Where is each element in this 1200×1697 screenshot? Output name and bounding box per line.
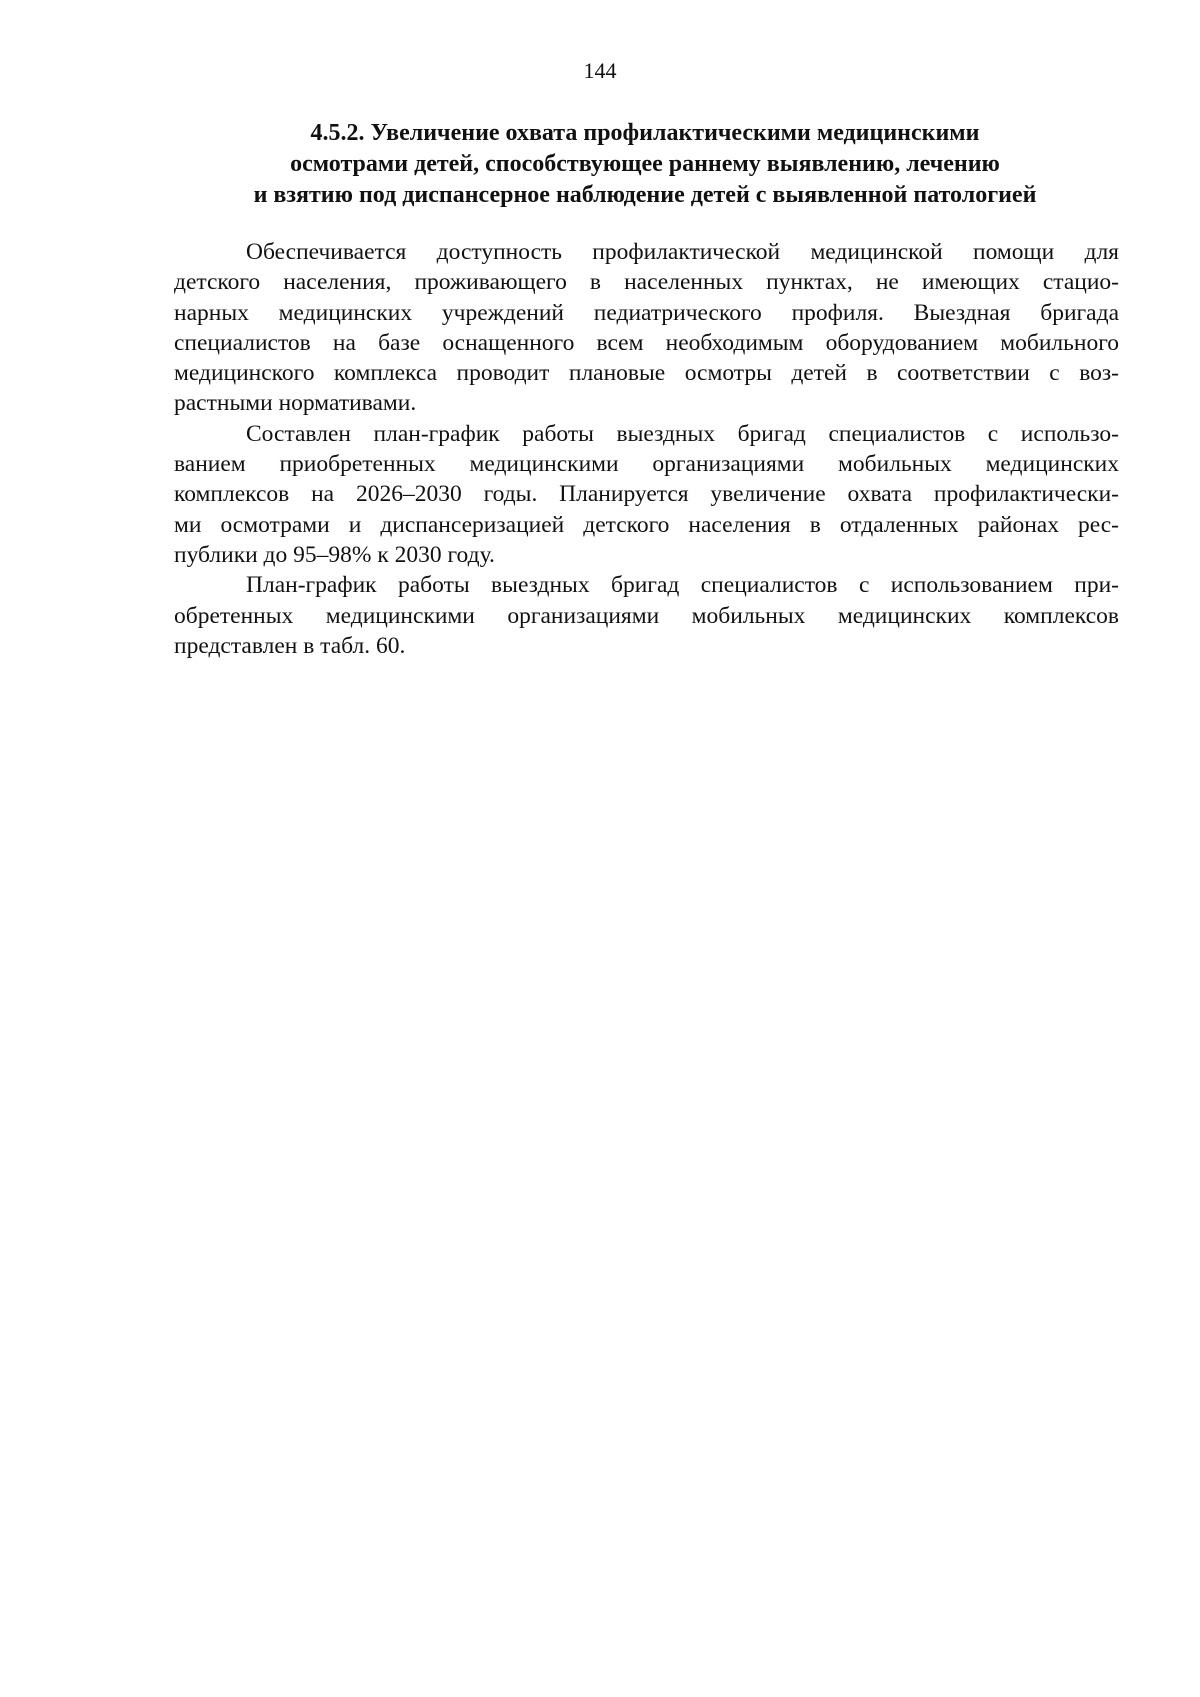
paragraph-line: представлен в табл. 60. — [174, 632, 406, 659]
page-number: 144 — [583, 58, 617, 83]
paragraph-line: План-график работы выездных бригад специалистов с использованием при- — [246, 572, 1119, 599]
paragraph-line: Составлен план-график работы выездных бригад специалистов с использо- — [246, 420, 1119, 447]
paragraph-line: обретенных медицинскими организациями мобильных медицинских комплексов — [174, 602, 1119, 629]
paragraph-line: Обеспечивается доступность профилактической медицинской помощи для — [246, 239, 1119, 265]
paragraph — [174, 419, 1119, 570]
paragraph-line: детского населения, проживающего в населенных пунктах, не имеющих стацио- — [174, 269, 1119, 296]
paragraph-line: комплексов на 2026–2030 годы. Планируется увеличение охвата профилактически- — [174, 481, 1119, 508]
section-heading-line: 4.5.2. Увеличение охвата профилактическими медицинскими — [310, 120, 980, 146]
paragraph-line: ванием приобретенных медицинскими организациями мобильных медицинских — [174, 451, 1119, 478]
section-heading-line: и взятию под диспансерное наблюдение детей с выявленной патологией — [253, 182, 1037, 208]
paragraph-line: специалистов на базе оснащенного всем необходимым оборудованием мобильного — [174, 329, 1119, 356]
paragraph — [174, 570, 1119, 661]
paragraph-line: публики до 95–98% к 2030 году. — [174, 541, 495, 568]
body-text — [174, 237, 1119, 661]
paragraph-line: медицинского комплекса проводит плановые осмотры детей в соответствии с воз- — [174, 360, 1119, 387]
section-heading — [170, 118, 1120, 211]
paragraph — [174, 237, 1119, 419]
paragraph-line: ми осмотрами и диспансеризацией детского населения в отдаленных районах рес- — [174, 511, 1119, 538]
section-heading-line: осмотрами детей, способствующее раннему выявлению, лечению — [290, 151, 1000, 177]
paragraph-line: нарных медицинских учреждений педиатрического профиля. Выездная бригада — [174, 299, 1119, 326]
paragraph-line: растными нормативами. — [174, 390, 417, 417]
